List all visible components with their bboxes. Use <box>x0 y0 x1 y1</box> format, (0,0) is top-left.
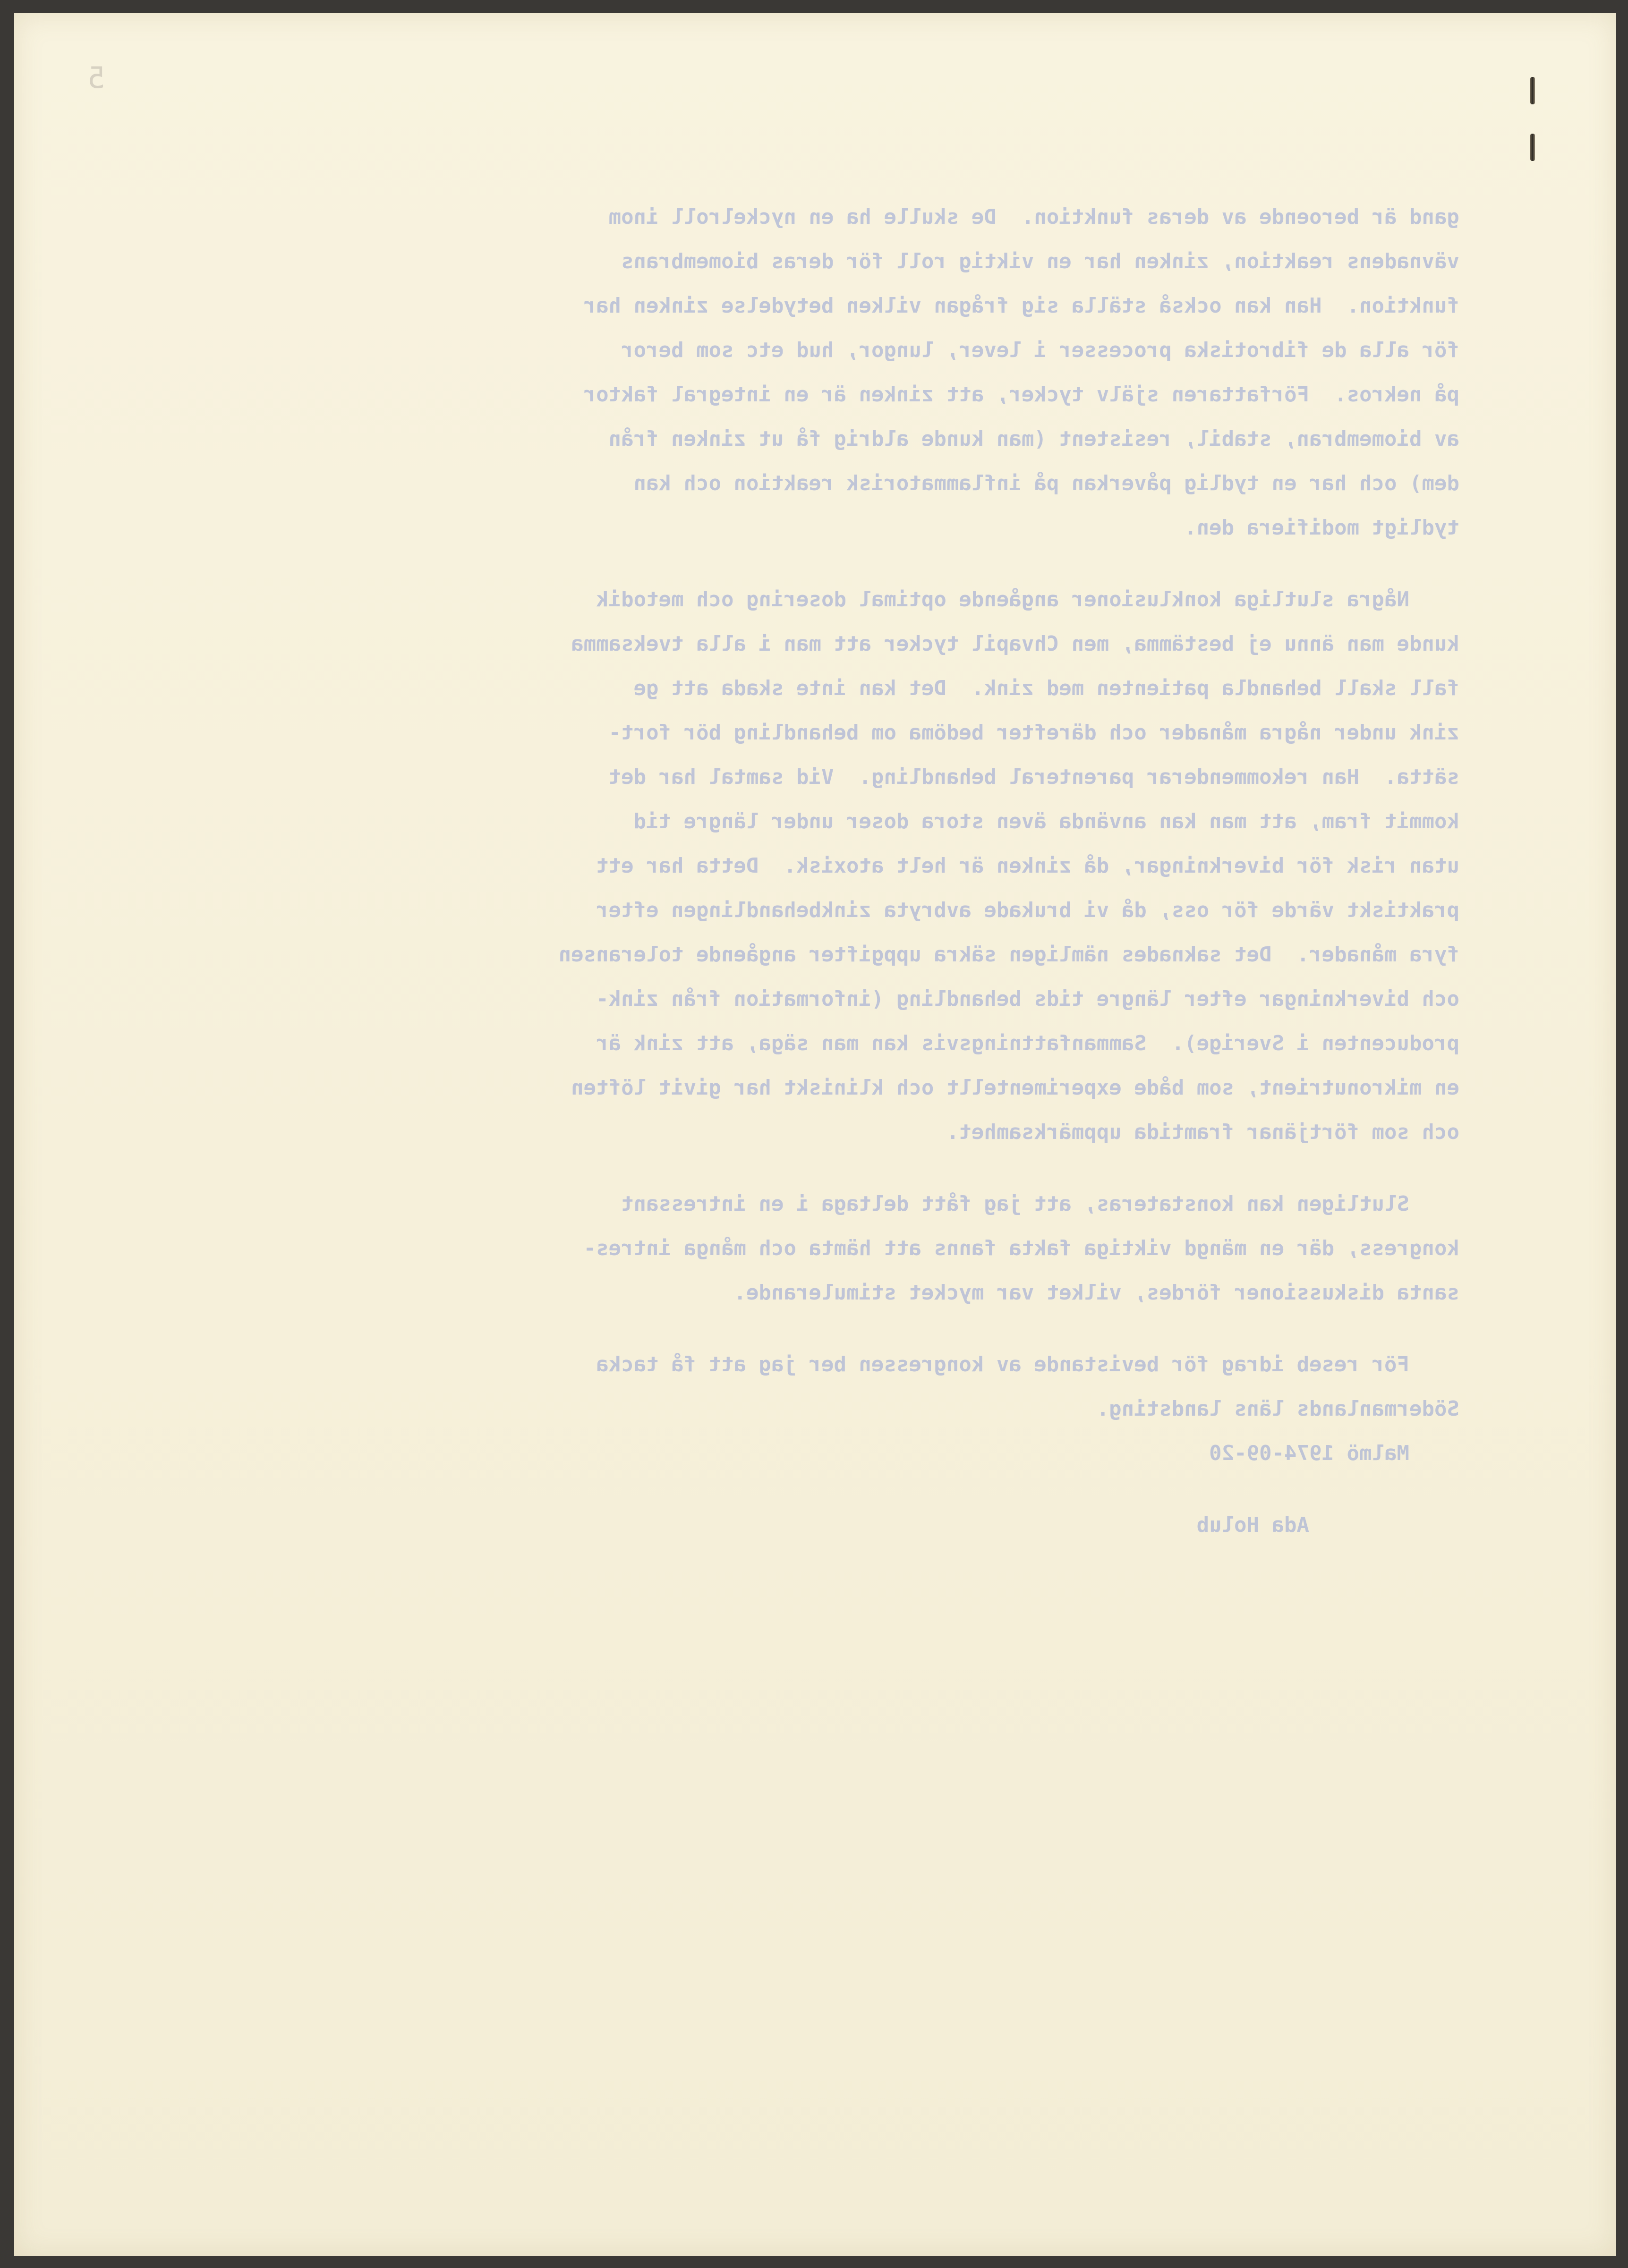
text-line: på nekros. Författaren själv tycker, att zinken är en integral faktor <box>583 382 1459 407</box>
text-line: sätta. Han rekommenderar parenteral behandling. Vid samtal har det <box>608 765 1459 789</box>
text-line: och som förtjänar framtida uppmärksamhet. <box>946 1120 1459 1144</box>
text-line: Slutligen kan konstateras, att jag fått deltaga i en intressant <box>621 1192 1409 1216</box>
paragraph-gap <box>170 1315 1459 1342</box>
text-line: Södermanlands läns landsting. <box>1096 1397 1459 1421</box>
text-line: Ada Holub <box>1196 1513 1309 1537</box>
text-line: för alla de fibrotiska processer i lever, lungor, hud etc som beror <box>621 338 1459 362</box>
text-line: utan risk för biverkningar, då zinken är helt atoxisk. Detta har ett <box>596 854 1459 878</box>
text-line: tydligt modifiera den. <box>1184 516 1459 540</box>
text-line: kongress, där en mängd viktiga fakta fanns att hämta och många intres- <box>583 1236 1459 1260</box>
staple-top <box>1530 77 1535 104</box>
text-line: kommit fram, att man kan använda även stora doser under längre tid <box>633 809 1459 833</box>
text-line: Malmö 1974-09-20 <box>1209 1441 1409 1465</box>
text-line: zink under några månader och därefter bedöma om behandling bör fort- <box>608 721 1459 745</box>
text-line: en mikronutrient, som både experimentellt och kliniskt har givit löften <box>571 1076 1459 1100</box>
paragraph-gap <box>170 1155 1459 1182</box>
text-line: fyra månader. Det saknades nämligen säkra uppgifter angående toleransen <box>558 943 1459 967</box>
text-line: praktiskt värde för oss, då vi brukade avbryta zinkbehandlingen efter <box>596 898 1459 922</box>
paper-sheet <box>14 13 1616 2256</box>
text-line: producenten i Sverige). Sammanfattningsvis kan man säga, att zink är <box>596 1031 1459 1055</box>
text-line: santa diskussioner fördes, vilket var mycket stimulerande. <box>733 1281 1459 1305</box>
text-line: fall skall behandla patienten med zink. Det kan inte skada att ge <box>633 676 1459 700</box>
reverse-side-text <box>170 195 1459 1547</box>
text-line: vävnadens reaktion, zinken har en viktig roll för deras biomembrans <box>621 249 1459 273</box>
text-line: kunde man ännu ej bestämma, men Chvapil tycker att man i alla tveksamma <box>571 632 1459 656</box>
text-line: av biomembran, stabil, resistent (man kunde aldrig få ut zinken från <box>608 427 1459 451</box>
paragraph-gap <box>170 550 1459 578</box>
staple-bottom <box>1530 134 1535 161</box>
paragraph-gap <box>170 1476 1459 1503</box>
text-line: funktion. Han kan också ställa sig frågan vilken betydelse zinken har <box>583 294 1459 318</box>
page-number: 5 <box>87 60 105 95</box>
text-line: För reseb idrag för bevistande av kongressen ber jag att få tacka <box>596 1352 1409 1376</box>
text-line: gand är beroende av deras funktion. De skulle ha en nyckelroll inom <box>608 205 1459 229</box>
text-line: dem) och har en tydlig påverkan på inflammatorisk reaktion och kan <box>633 471 1459 495</box>
text-line: och biverkningar efter längre tids behandling (information från zink- <box>596 987 1459 1011</box>
text-line: Några slutliga konklusioner angående optimal dosering och metodik <box>596 587 1409 612</box>
